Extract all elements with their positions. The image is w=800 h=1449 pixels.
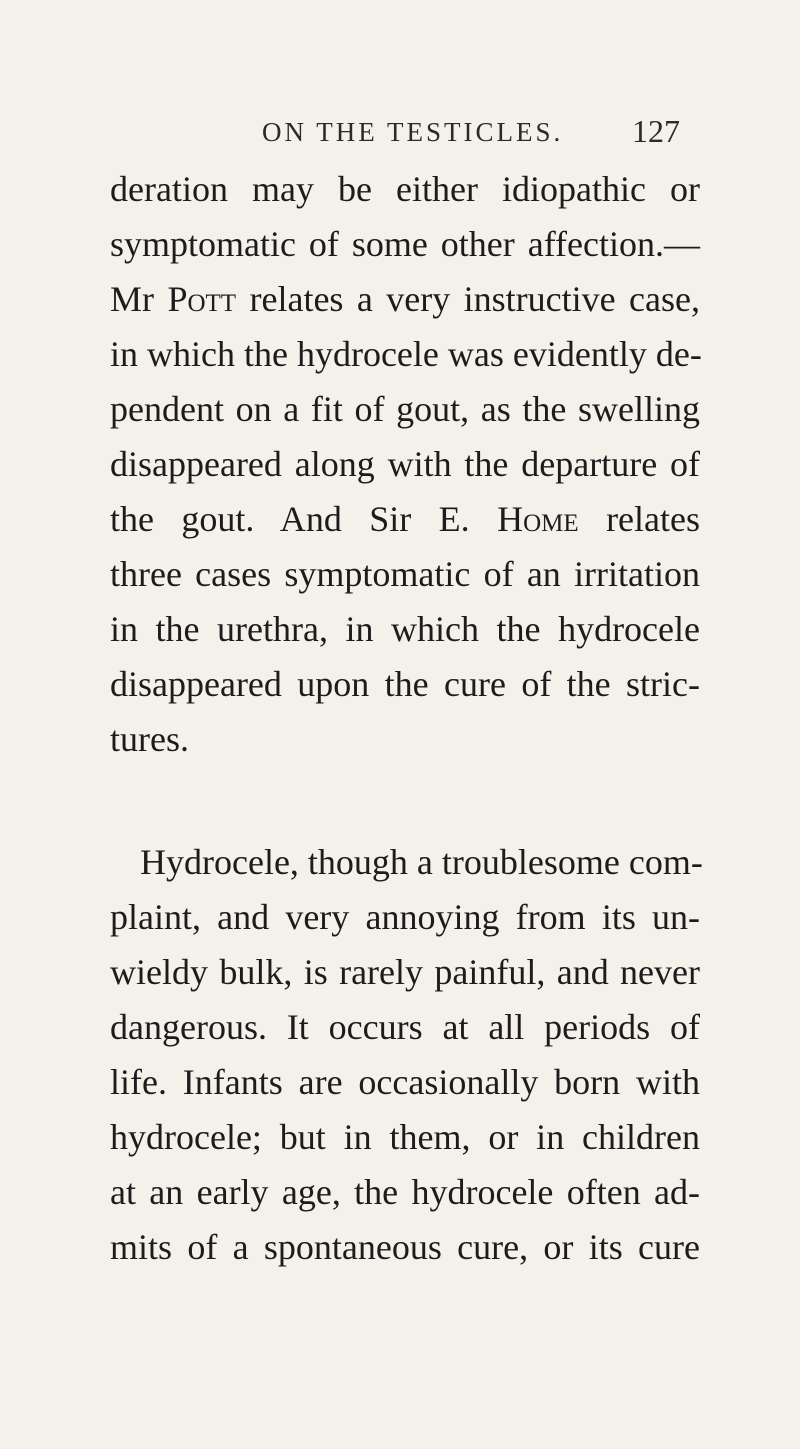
text-line: disappeared upon the cure of the stric- — [110, 664, 700, 704]
page-number: 127 — [632, 113, 680, 149]
text-line: three cases symptomatic of an irritation — [110, 554, 700, 594]
text-line: in which the hydrocele was evidently de- — [110, 334, 702, 374]
author-name-home: Home — [497, 499, 579, 539]
text-line: pendent on a fit of gout, as the swelling — [110, 389, 700, 429]
text-line — [110, 271, 700, 327]
running-title: ON THE TESTICLES. — [262, 117, 564, 147]
text-line: disappeared along with the departure of — [110, 444, 700, 484]
text-line: life. Infants are occasionally born with — [110, 1062, 700, 1102]
text-line: plaint, and very annoying from its un- — [110, 897, 700, 937]
text-line: deration may be either idiopathic or — [110, 169, 700, 209]
text-line: hydrocele; but in them, or in children — [110, 1117, 700, 1157]
author-name-pott: Pott — [167, 279, 237, 319]
text-line: symptomatic of some other affection.— — [110, 224, 700, 264]
page-header — [0, 113, 800, 157]
text-line: in the urethra, in which the hydrocele — [110, 609, 700, 649]
text-span: the gout. And Sir E. — [110, 499, 498, 539]
text-span: relates a very instructive case, — [236, 279, 701, 319]
text-line: Hydrocele, though a troublesome com- — [140, 842, 703, 882]
text-span: Mr — [110, 279, 168, 319]
text-line: dangerous. It occurs at all periods of — [110, 1007, 700, 1047]
text-line — [110, 491, 700, 547]
text-line: at an early age, the hydrocele often ad- — [110, 1172, 700, 1212]
text-line: tures. — [110, 719, 189, 759]
text-span: relates — [578, 499, 701, 539]
text-line: wieldy bulk, is rarely painful, and never — [110, 952, 700, 992]
text-line: mits of a spontaneous cure, or its cure — [110, 1227, 700, 1267]
